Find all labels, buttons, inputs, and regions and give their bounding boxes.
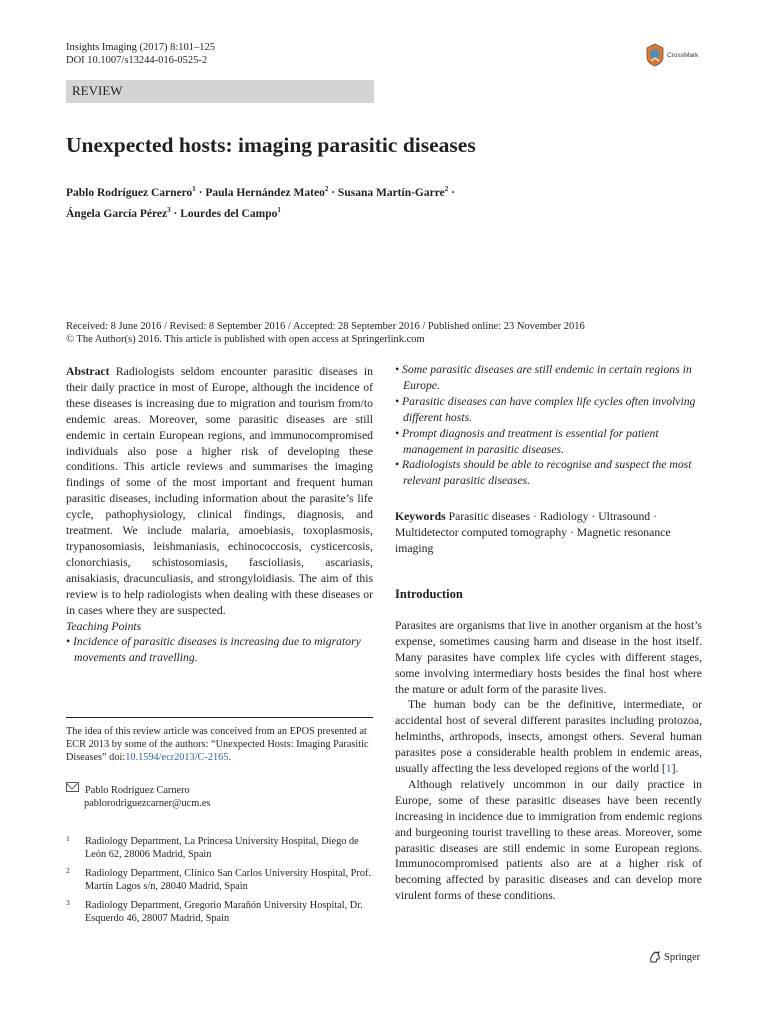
teaching-point: • Radiologists should be able to recognise and suspect the most relevant parasitic diseases. [395, 458, 692, 488]
journal-issue: Insights Imaging (2017) 8:101–125 [66, 42, 216, 53]
author-affiliation-mark: 2 [324, 185, 329, 193]
footnote-tail: . [228, 752, 232, 763]
right-column [395, 362, 702, 904]
affiliation-number: 1 [66, 834, 70, 843]
author-affiliation-mark: 1 [192, 185, 196, 193]
abstract-label: Abstract [66, 365, 110, 378]
intro-p2-text: The human body can be the definitive, intermediate, or accidental host of several different parasites including protozoa, helminths, arthropods, insects, amongst others. Several human parasites pose a considerable health problem in endemic areas, usually affecting the less developed regions of the world [ [395, 698, 702, 776]
author-affiliation-mark: 1 [277, 205, 281, 214]
affiliation-text: Radiology Department, Clínico San Carlos University Hospital, Prof. Martín Lagos s/n, 28040 Madrid, Spain [85, 868, 371, 892]
author-affiliation-mark: 3 [167, 205, 171, 214]
abstract-text: Radiologists seldom encounter parasitic diseases in their daily practice in most of Europe, although the incidence of these diseases is increasing due to migration and tourism from/to endemic areas. Moreover, some parasitic diseases are still endemic in certain European regions, and immunocompromised individuals also pose a higher risk of developing these conditions. This article reviews and summarises the imaging findings of some of the most important and frequent human parasitic diseases, including information about the parasite’s life cycle, pathophysiology, clinical findings, diagnosis, and treatment. We include malaria, amoebiasis, toxoplasmosis, trypanosomiasis, leishmaniasis, echinococcosis, cysticercosis, clonorchiasis, schistosomiasis, fascioliasis, ascariasis, anisakiasis, dracunculiasis, and strongyloidiasis. The aim of this review is to help radiologists when dealing with these diseases or in cases where they are suspected. [66, 365, 373, 617]
article-type-banner: REVIEW [66, 80, 374, 103]
publisher-name: Springer [664, 951, 701, 963]
crossmark-icon [645, 43, 665, 67]
intro-paragraph: Although relatively uncommon in our daily practice in Europe, some of these parasitic diseases have been recently increasing in incidence due to immigration from endemic regions and burgeoning tourist travelling to these areas. Moreover, some parasitic diseases are still endemic in some European regions. Immunocompromised patients also are at a higher risk of becoming affected by parasitic diseases and can develop more virulent forms of these conditions. [395, 777, 702, 903]
affiliation-text: Radiology Department, La Princesa University Hospital, Diego de León 62, 28006 Madrid, Spain [85, 836, 359, 860]
crossmark-badge[interactable] [645, 42, 715, 68]
intro-paragraph [395, 697, 702, 777]
affiliation-text: Radiology Department, Gregorio Marañón University Hospital, Dr. Esquerdo 46, 28007 Madrid, Spain [85, 900, 363, 924]
affiliation-item [66, 835, 376, 863]
teaching-point: • Some parasitic diseases are still endemic in certain regions in Europe. [395, 363, 692, 392]
affiliation-item [66, 867, 376, 895]
author-name[interactable]: Pablo Rodríguez Carnero [66, 186, 193, 199]
teaching-point: • Incidence of parasitic diseases is increasing due to migratory movements and travelling. [66, 635, 361, 665]
corresponding-author [66, 782, 366, 810]
article-title: Unexpected hosts: imaging parasitic diseases [66, 133, 476, 157]
journal-doi: DOI 10.1007/s13244-016-0525-2 [66, 55, 208, 66]
affiliation-item [66, 899, 376, 927]
affiliation-number: 3 [66, 898, 70, 907]
author-affiliation-mark: 2 [444, 185, 449, 193]
introduction-heading: Introduction [395, 586, 463, 601]
reference-link[interactable]: 1 [665, 762, 672, 776]
intro-p2-tail: ]. [671, 762, 679, 776]
author-name[interactable]: Paula Hernández Mateo [205, 186, 325, 199]
keywords-label: Keywords [395, 510, 446, 524]
footnote-text: The idea of this review article was conceived from an EPOS presented at ECR 2013 by some of the authors: “Unexpected Hosts: Imaging Parasitic Diseases” doi: [66, 726, 369, 763]
footnote-divider [66, 717, 373, 718]
history-dates: Received: 8 June 2016 / Revised: 8 September 2016 / Accepted: 28 September 2016 / Published online: 23 November 2016 [66, 321, 585, 332]
author-name[interactable]: Susana Martín-Garre [337, 186, 445, 199]
article-history [66, 320, 716, 346]
epos-footnote [66, 725, 376, 764]
springer-horse-icon [648, 950, 662, 964]
contact-email[interactable]: pablorodriguezcarner@ucm.es [84, 798, 211, 809]
teaching-point: • Prompt diagnosis and treatment is essential for patient management in parasitic diseases. [395, 426, 659, 456]
doi-link[interactable]: 10.1594/ecr2013/C-2165 [125, 752, 229, 763]
crossmark-label: CrossMark [667, 51, 699, 59]
keywords-text: Parasitic diseases · Radiology · Ultrasound · Multidetector computed tomography · Magnetic resonance imaging [395, 510, 671, 556]
journal-citation [66, 41, 215, 67]
author-list: Pablo Rodríguez Carnero$^1$ · Paula Hernández Mateo$^2$ · Susana Martín-Garre$^2$ · Ángela García Pérez$^3$ · Lourdes del Campo$^1$ [66, 185, 455, 220]
envelope-icon [66, 782, 79, 792]
publisher-logo [648, 950, 700, 964]
teaching-points-label: Teaching Points [66, 619, 142, 633]
teaching-point: • Parasitic diseases can have complex life cycles often involving different hosts. [395, 394, 696, 424]
keywords-section [395, 509, 702, 557]
abstract-section [66, 364, 373, 666]
author-name[interactable]: Ángela García Pérez [66, 207, 168, 220]
affiliation-number: 2 [66, 866, 70, 875]
contact-name: Pablo Rodríguez Carnero [85, 785, 190, 796]
abstract-body [66, 364, 373, 619]
copyright-line: © The Author(s) 2016. This article is published with open access at Springerlink.com [66, 334, 425, 345]
author-name[interactable]: Lourdes del Campo [180, 207, 278, 220]
intro-paragraph: Parasites are organisms that live in another organism at the host’s expense, sometimes causing harm and disease in the host itself. Many parasites have complex life cycles with different stages, some involving intermediary hosts besides the final host where the mature or adult form of the parasite lives. [395, 618, 702, 696]
